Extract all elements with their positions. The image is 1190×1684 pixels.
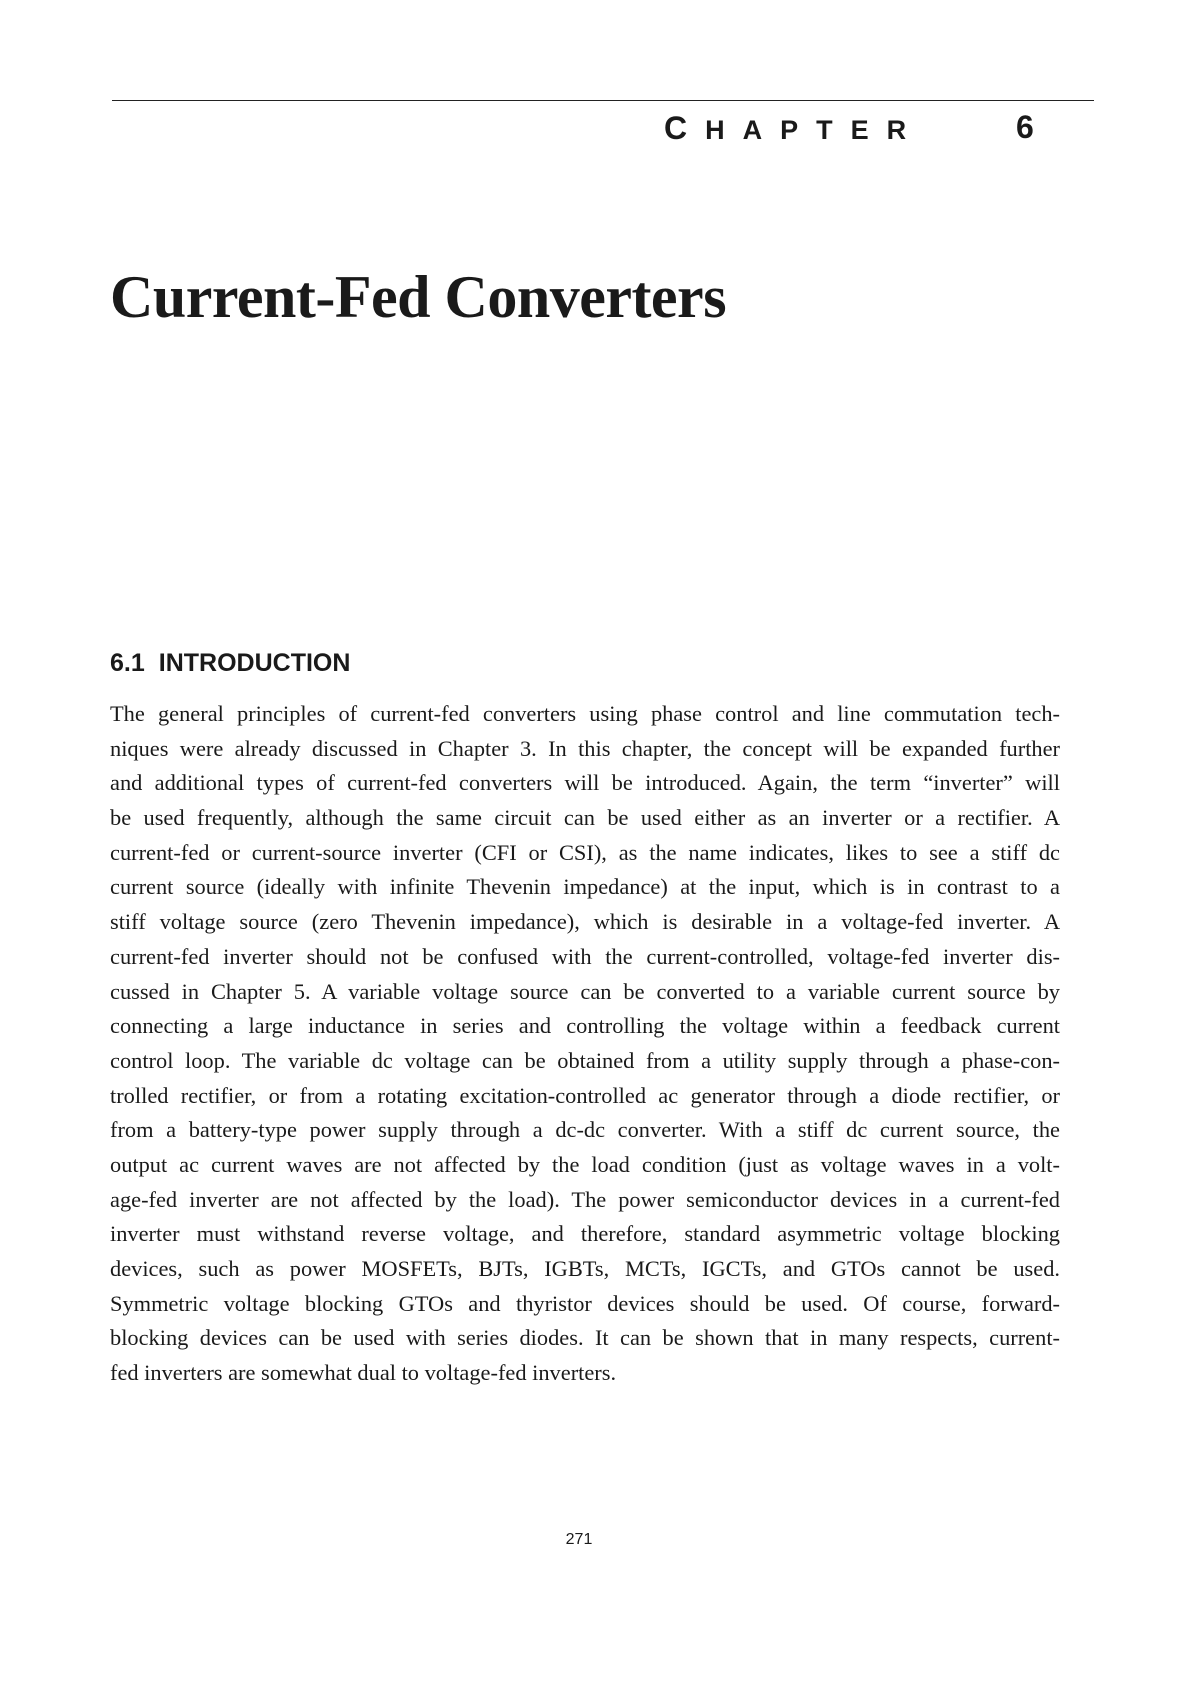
body-line: current source (ideally with infinite Thevenin impedance) at the input, which is in contrast to a bbox=[110, 874, 1060, 900]
body-line: current-fed inverter should not be confused with the current-controlled, voltage-fed inverter dis- bbox=[110, 943, 1060, 969]
body-line: inverter must withstand reverse voltage, and therefore, standard asymmetric voltage blocking bbox=[110, 1221, 1060, 1247]
section-title: INTRODUCTION bbox=[158, 649, 351, 677]
body-line: Symmetric voltage blocking GTOs and thyristor devices should be used. Of course, forward- bbox=[110, 1290, 1060, 1316]
body-line: and additional types of current-fed converters will be introduced. Again, the term “inverter” will bbox=[110, 770, 1060, 796]
body-line: niques were already discussed in Chapter 3. In this chapter, the concept will be expanded further bbox=[110, 735, 1060, 761]
chapter-label-initial: C bbox=[664, 110, 706, 146]
body-line: cussed in Chapter 5. A variable voltage source can be converted to a variable current source by bbox=[110, 978, 1060, 1004]
chapter-number: 6 bbox=[1016, 109, 1034, 145]
chapter-title: Current-Fed Converters bbox=[110, 264, 727, 330]
section-number: 6.1 bbox=[110, 649, 145, 677]
body-line: current-fed or current-source inverter (CFI or CSI), as the name indicates, likes to see a stiff dc bbox=[110, 839, 1060, 865]
header-rule bbox=[112, 100, 1094, 101]
body-line: be used frequently, although the same circuit can be used either as an inverter or a rectifier. A bbox=[110, 805, 1060, 831]
page-number: 271 bbox=[565, 1531, 593, 1548]
body-line: connecting a large inductance in series and controlling the voltage within a feedback current bbox=[110, 1013, 1060, 1039]
body-line: stiff voltage source (zero Thevenin impedance), which is desirable in a voltage-fed inverter. A bbox=[110, 909, 1060, 935]
chapter-label bbox=[664, 108, 1064, 150]
body-line: fed inverters are somewhat dual to voltage-fed inverters. bbox=[110, 1360, 617, 1386]
body-line: blocking devices can be used with series diodes. It can be shown that in many respects, current- bbox=[110, 1325, 1060, 1351]
body-paragraph bbox=[110, 697, 1060, 1391]
chapter-label-rest: HAPTER bbox=[705, 115, 925, 145]
body-line: control loop. The variable dc voltage can be obtained from a utility supply through a phase-con- bbox=[110, 1047, 1060, 1073]
body-line: output ac current waves are not affected by the load condition (just as voltage waves in a volt- bbox=[110, 1151, 1060, 1177]
body-line: devices, such as power MOSFETs, BJTs, IGBTs, MCTs, IGCTs, and GTOs cannot be used. bbox=[110, 1256, 1060, 1281]
body-line: The general principles of current-fed converters using phase control and line commutation tech- bbox=[110, 701, 1060, 726]
body-line: from a battery-type power supply through a dc-dc converter. With a stiff dc current source, the bbox=[110, 1117, 1060, 1143]
section-heading bbox=[110, 647, 350, 679]
body-line: age-fed inverter are not affected by the load). The power semiconductor devices in a current-fed bbox=[110, 1186, 1060, 1212]
body-line: trolled rectifier, or from a rotating excitation-controlled ac generator through a diode rectifier, or bbox=[110, 1082, 1060, 1108]
